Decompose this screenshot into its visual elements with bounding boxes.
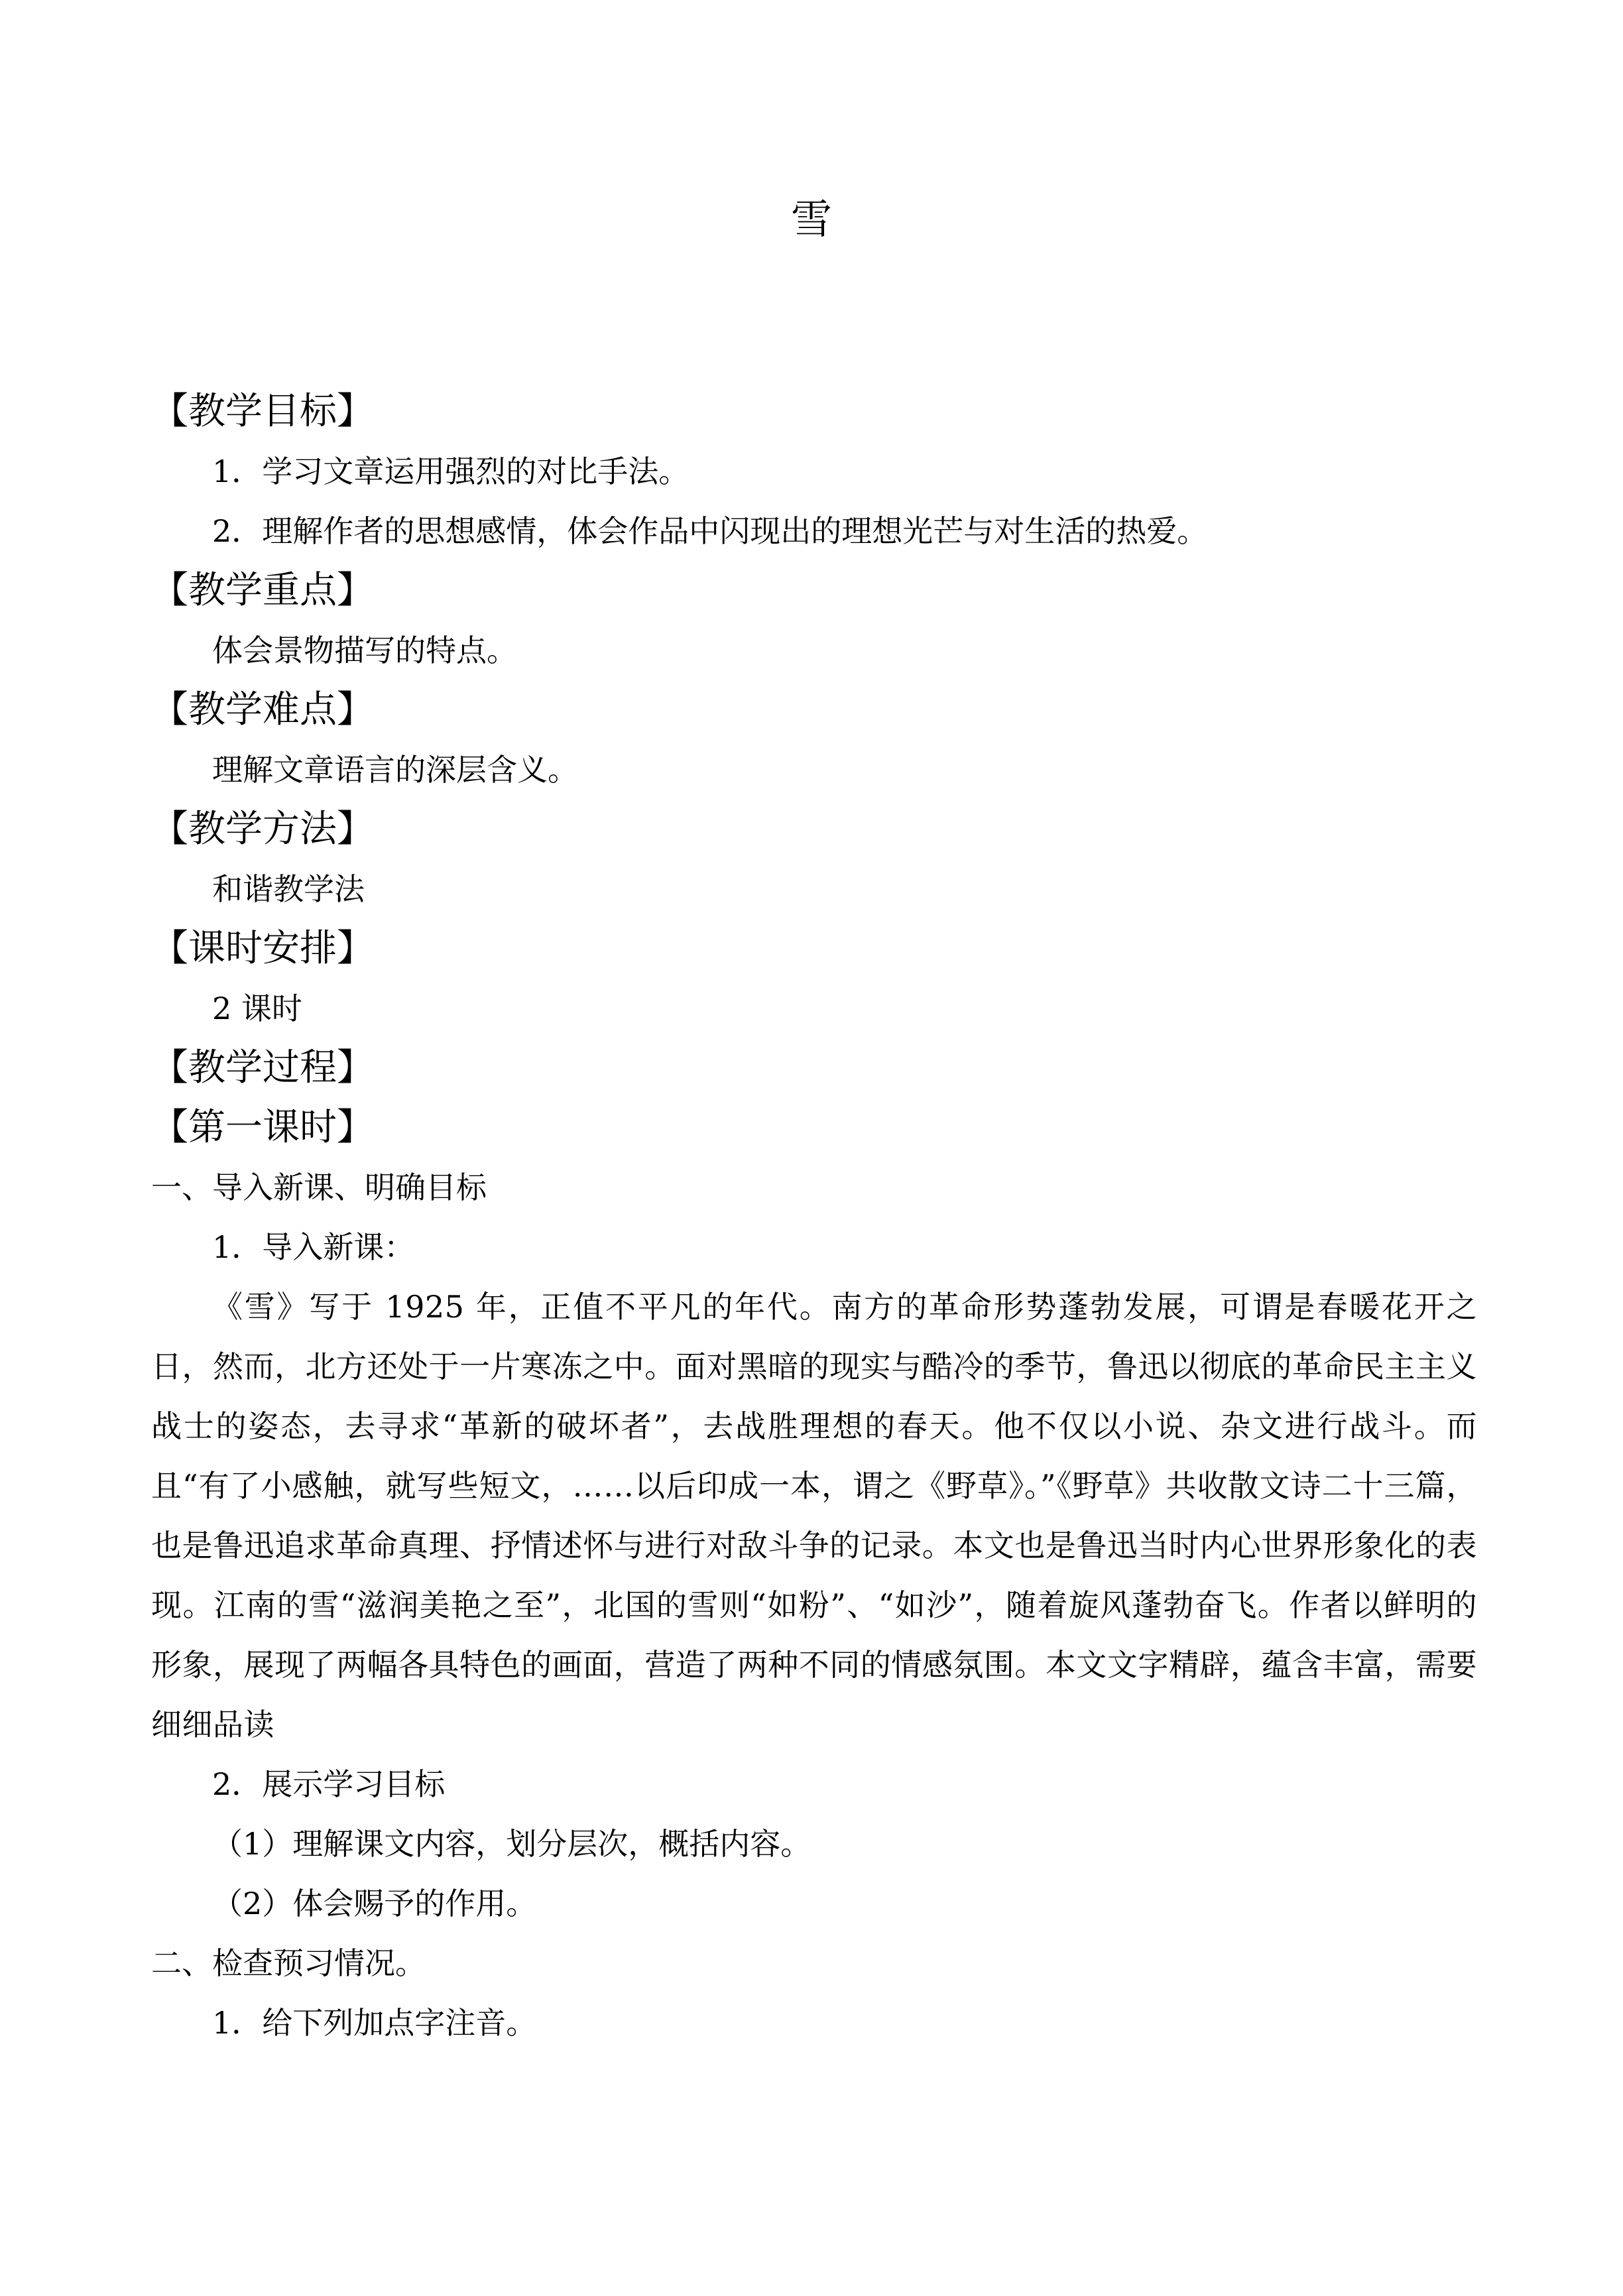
objectives-heading: 【教学目标】	[151, 390, 374, 433]
difficulty-text: 理解文章语言的深层含义。	[212, 752, 578, 788]
part1-heading: 一、导入新课、明确目标	[151, 1170, 487, 1205]
objective-item: 2．理解作者的思想感情，体会作品中闪现出的理想光芒与对生活的热爱。	[212, 513, 1208, 549]
page-title: 雪	[790, 195, 832, 243]
part2-heading: 二、检查预习情况。	[151, 1945, 426, 1981]
lesson1-heading: 【第一课时】	[151, 1106, 374, 1149]
part2-item: 1．给下列加点字注音。	[212, 2005, 537, 2041]
key-point-heading: 【教学重点】	[151, 569, 374, 612]
key-point-text: 体会景物描写的特点。	[212, 633, 517, 668]
difficulty-heading: 【教学难点】	[151, 688, 374, 731]
process-heading: 【教学过程】	[151, 1046, 374, 1089]
intro-paragraph: 《雪》写于 1925 年，正值不平凡的年代。南方的革命形势蓬勃发展，可谓是春暖花开之日，然而，北方还处于一片寒冻之中。面对黑暗的现实与酷冷的季节，鲁迅以彻底的革命民主主义战士的姿态，去寻求“革新的破坏者”，去战胜理想的春天。他不仅以小说、杂文进行战斗。而且“有了小感触，就写些短文，……以后印成一本，谓之《野草》。”《野草》共收散文诗二十三篇，也是鲁迅追求革命真理、抒情述怀与进行对敌斗争的记录。本文也是鲁迅当时内心世界形象化的表现。江南的雪“滋润美艳之至”，北国的雪则“如粉”、“如沙”，随着旋风蓬勃奋飞。作者以鲜明的形象，展现了两幅各具特色的画面，营造了两种不同的情感氛围。本文文字精辟，蕴含丰富，需要细细品读	[151, 1289, 1477, 1742]
method-text: 和谐教学法	[212, 871, 365, 907]
document-body	[151, 382, 1477, 2053]
objective-item: 1．学习文章运用强烈的对比手法。	[212, 453, 690, 489]
schedule-text: 2 课时	[212, 991, 302, 1026]
schedule-heading: 【课时安排】	[151, 927, 374, 970]
part1-item: 1．导入新课：	[212, 1229, 415, 1265]
goal-item: （2）体会赐予的作用。	[212, 1886, 537, 1921]
goal-item: （1）理解课文内容，划分层次，概括内容。	[212, 1826, 812, 1862]
part1-item: 2．展示学习目标	[212, 1766, 446, 1802]
method-heading: 【教学方法】	[151, 808, 374, 851]
